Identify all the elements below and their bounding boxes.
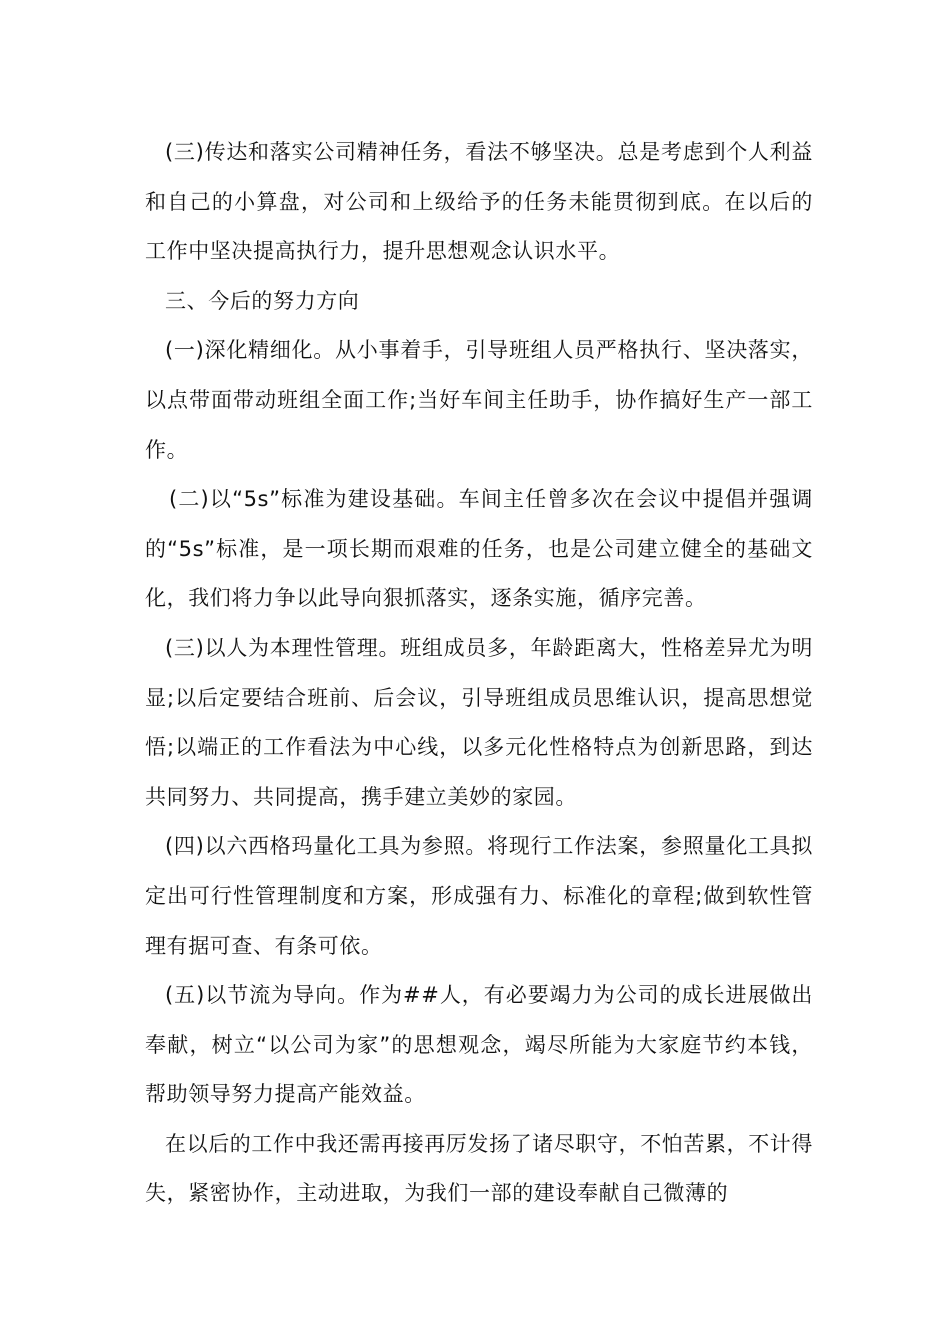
document-body: [145, 128, 813, 1219]
paragraph-direction-3: (三)以人为本理性管理。班组成员多，年龄距离大，性格差异尤为明显;以后定要结合班前、后会议，引导班组成员思维认识，提高思想觉悟;以端正的工作看法为中心线，以多元化性格特点为创新思路，到达共同努力、共同提高，携手建立美妙的家园。: [145, 635, 813, 809]
paragraph-closing: 在以后的工作中我还需再接再厉发扬了诸尽职守，不怕苦累，不计得失，紧密协作，主动进取，为我们一部的建设奉献自己微薄的: [145, 1131, 813, 1206]
section-heading-future-direction: 三、今后的努力方向: [165, 288, 360, 313]
paragraph-direction-5: (五)以节流为导向。作为##人，有必要竭力为公司的成长进展做出奉献，树立“以公司为家”的思想观念，竭尽所能为大家庭节约本钱，帮助领导努力提高产能效益。: [145, 983, 813, 1107]
paragraph-direction-2: (二)以“5s”标准为建设基础。车间主任曾多次在会议中提倡并强调的“5s”标准，是一项长期而艰难的任务，也是公司建立健全的基础文化，我们将力争以此导向狠抓落实，逐条实施，循序完善。: [145, 487, 813, 611]
paragraph-direction-4: (四)以六西格玛量化工具为参照。将现行工作法案，参照量化工具拟定出可行性管理制度和方案，形成强有力、标准化的章程;做到软性管理有据可查、有条可依。: [145, 834, 813, 958]
paragraph-direction-1: (一)深化精细化。从小事着手，引导班组人员严格执行、坚决落实，以点带面带动班组全面工作;当好车间主任助手，协作搞好生产一部工作。: [145, 338, 813, 462]
paragraph-shortcomings-3: (三)传达和落实公司精神任务，看法不够坚决。总是考虑到个人利益和自己的小算盘，对公司和上级给予的任务未能贯彻到底。在以后的工作中坚决提高执行力，提升思想观念认识水平。: [145, 140, 813, 264]
